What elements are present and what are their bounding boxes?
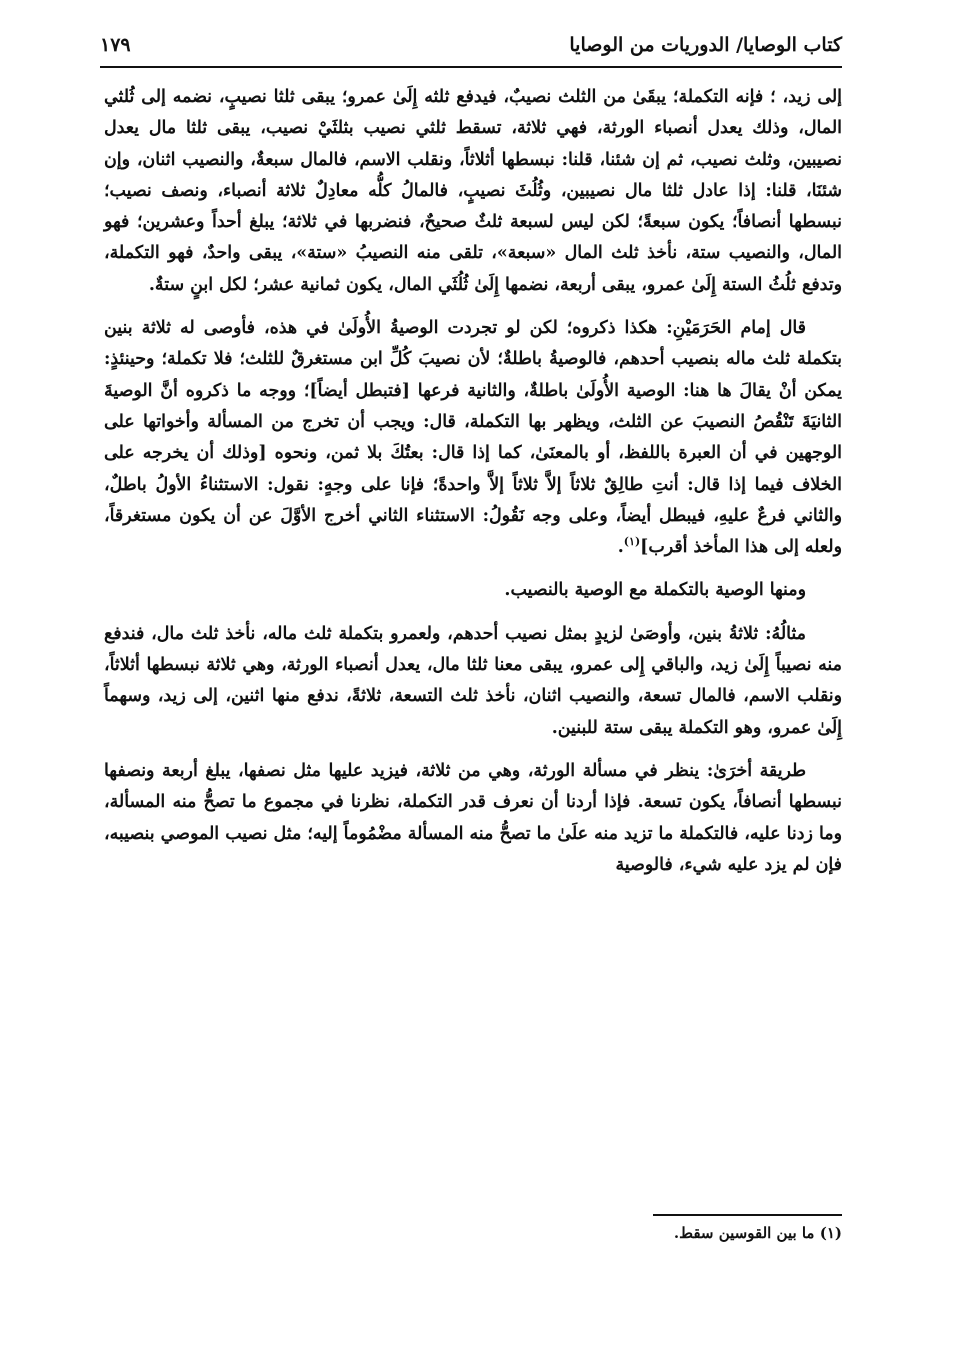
footnote-separator [653,1214,842,1216]
paragraph-2 [104,313,842,563]
paragraph-4 [104,619,842,744]
header-title: كتاب الوصايا/ الدوريات من الوصايا [569,34,842,56]
footnote-number: (١) [819,1224,842,1242]
page-number: ١٧٩ [100,34,131,56]
paragraph-text: إلى زيد، ؛ فإنه التكملة؛ يبقَىٰ من الثلث نصيبٌ، فيدفع ثلثه إِلَىٰ عمرو؛ يبقى ثلثا نصيبٍ، نضمه إلى ثُلثي المال، وذلك يعدل أنصباء الورثة، فهي ثلاثة، تسقط ثلثي نصيب بثلثَيْ نصيب، يبقى ثلثا مال يعدل نصيبين، وثلث نصيب، ثم إن شئنا، قلنا: نبسطها أثلاثاً، ونقلب الاسم، فالمال سبعةٌ، والنصيب اثنان، وإن شئنَا، قلنا: إذا عادل ثلثا مال نصيبين، وثُلُثَ نصيبٍ، فالمالُ كلُّه معادِلٌ ثلاثة أنصباء، ونصف نصيب؛ نبسطها أنصافاً؛ يكون سبعةً؛ لكن ليس لسبعة ثلثٌ صحيحٌ، فنضربها في ثلاثة؛ يبلغ أحداً وعشرين؛ فهو المال، والنصيب ستة، نأخذ ثلث المال «سبعة»، تلقى منه النصيبُ «ستة»، يبقى واحدٌ، فهو التكملة، وتدفع ثلُثُ الستة إِلَىٰ عمرو، يبقى أربعة، نضمها إِلَىٰ ثُلُثَي المال، يكون ثمانية عشر؛ لكل ابنٍ ستةٌ. [104,87,842,295]
paragraph-5 [104,756,842,881]
footnote [104,1224,842,1242]
paragraph-1 [104,82,842,301]
footnote-text: ما بين القوسين سقط. [673,1224,815,1242]
paragraph-text: ومنها الوصية بالتكملة مع الوصية بالنصيب. [504,580,806,601]
header-rule [100,66,842,68]
main-text [104,82,842,893]
paragraph-text: قال إمام الحَرَمَيْنِ: هكذا ذكروه؛ لكن لو تجردت الوصيةُ الأُولَىٰ في هذه، فأوصى له ثلاثة بنين بتكملة ثلث ماله بنصيب أحدهم، فالوصيةُ باطلةٌ؛ لأن نصيبَ كُلِّ ابن مستغرقٌ للثلث؛ فلا تكملة؛ وحينئذٍ: يمكن أنْ يقالَ ها هنا: الوصية الأُولَىٰ باطلةٌ، والثانية فرعها [فتبطل أيضاً]؛ ووجه ما ذكروه أنَّ الوصيةَ الثانيَةَ تَنْقُصُ النصيبَ عن الثلث، ويظهر بها التكملة، قال: ويجب أن تخرج من المسألة وأخواتها على الوجهين في أن العبرة باللفظ، أو بالمعنَىٰ، كما إذا قال: بعتُكَ بلا ثمن، ونحوه [وذلك أن يخرجه على الخلاف فيما إذا قال: أنتِ طالِقٌ ثلاثاً إلاَّ ثلاثاً إلاَّ واحدةً؛ فإنا على وجهٍ: نقول: الاستثناءُ الأولُ باطلٌ، والثاني فرعٌ عليهِ، فيبطل أيضاً، وعلى وجه نَقُولُ: الاستثناء الثاني أخرج الأوَّلَ عن أن يكون مستغرقاً، ولعله إلى هذا المأخذ أقرب] [104,318,842,558]
footnote-reference: (١) [623,535,641,549]
paragraph-tail: . [617,537,624,558]
paragraph-text: طريقة أخرَىٰ: ينظر في مسألة الورثة، وهي من ثلاثة، فيزيد عليها مثل نصفها، يبلغ أربعة ونصفها نبسطها أنصافاً، يكون تسعة. فإذا أردنا أن نعرف قدر التكملة، نظرنا في مجموع ما تصحُّ منه المسألة، وما زدنا عليه، فالتكملة ما تزيد منه علَىٰ ما تصحُّ منه المسألة مضْمُوماً إليه؛ مثل نصيب الموصي بنصيبه، فإن لم يزد عليه شيء، فالوصية [104,760,842,875]
running-header [100,34,842,64]
paragraph-3 [104,575,842,606]
paragraph-text: مثالُهُ: ثلاثةُ بنين، وأوصَىٰ لزيدٍ بمثل نصيب أحدهم، ولعمرو بتكملة ثلث ماله، نأخذ ثلث مال، فندفع منه نصيباً إِلَىٰ زيد، والباقي إِلى عمرو، يبقى معنا ثلثا مال، يعدل أنصباء الورثة، وهي ثلاثة نبسطها أثلاثاً، ونقلب الاسم، فالمال تسعة، والنصيب اثنان، نأخذ ثلث التسعة، ثلاثةً، ندفع منها اثنين، إلى زيد، وسهماً إِلَىٰ عمرو، وهو التكملة يبقى ستة للبنين. [104,623,842,738]
